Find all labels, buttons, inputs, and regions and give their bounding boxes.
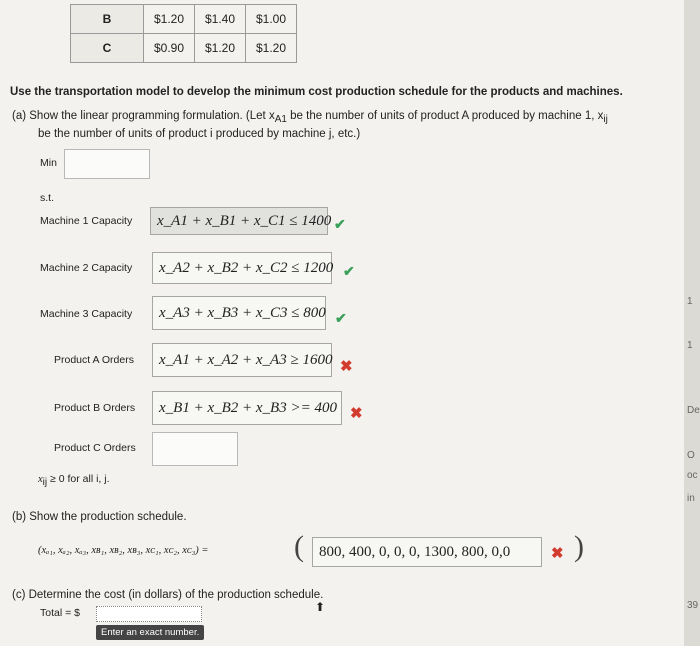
schedule-answer: 800, 400, 0, 0, 0, 1300, 800, 0,0 [319, 543, 511, 560]
min-label: Min [40, 157, 57, 169]
constraint-input[interactable] [152, 343, 332, 377]
schedule-input[interactable] [312, 537, 542, 567]
edge-fragment: oc [687, 470, 698, 481]
nonneg-var: x [38, 474, 43, 485]
nonnegativity-text [38, 473, 110, 488]
nonneg-rest: ≥ 0 for all i, j. [47, 473, 110, 485]
part-c-prompt: (c) Determine the cost (in dollars) of the production schedule. [12, 589, 324, 601]
constraint-label: Product C Orders [54, 442, 136, 454]
constraint-input[interactable] [152, 296, 326, 330]
constraint-expression: x_A3 + x_B3 + x_C3 ≤ 800 [159, 304, 326, 321]
edge-fragment: O [687, 450, 695, 461]
total-label: Total = $ [40, 607, 80, 619]
part-b-prompt: (b) Show the production schedule. [12, 511, 187, 523]
constraint-expression: x_A1 + x_A2 + x_A3 ≥ 1600 [159, 351, 333, 368]
subscript: ij [603, 114, 608, 125]
cost-cell: $1.20 [144, 5, 195, 34]
constraint-input[interactable] [150, 207, 332, 235]
constraint-input[interactable] [152, 391, 342, 425]
constraint-label: Product B Orders [54, 402, 136, 414]
cost-cell: $1.20 [246, 34, 297, 63]
part-a-prompt-line2: be the number of units of product i produced by machine j, etc.) [38, 128, 361, 140]
schedule-variables: (xₐ₁, xₐ₂, xₐ₃, xʙ₁, xʙ₂, xʙ₃, xᴄ₁, xᴄ₂, xᴄ₃) = [38, 545, 209, 556]
cost-cell: $1.20 [195, 34, 246, 63]
right-edge-strip [684, 0, 700, 646]
row-label: B [71, 5, 144, 34]
constraint-input[interactable] [152, 252, 332, 284]
intro-text: Use the transportation model to develop the minimum cost production schedule for the products and machines. [10, 86, 623, 98]
edge-fragment: 1 [687, 340, 693, 351]
subscript: ij [42, 477, 48, 488]
check-icon: ✔ [334, 216, 346, 232]
objective-input[interactable] [64, 149, 150, 179]
total-input[interactable] [96, 606, 202, 622]
cross-icon: ✖ [340, 358, 353, 375]
close-paren: ) [574, 530, 584, 563]
constraint-expression: x_A1 + x_B1 + x_C1 ≤ 1400 [157, 212, 332, 229]
edge-fragment: 39 [687, 600, 699, 611]
edge-fragment: De [687, 405, 700, 416]
cost-cell: $0.90 [144, 34, 195, 63]
cross-icon: ✖ [551, 545, 564, 562]
constraint-expression: x_B1 + x_B2 + x_B3 >= 400 [159, 399, 337, 416]
row-label: C [71, 34, 144, 63]
edge-fragment: in [687, 493, 695, 504]
cursor-icon: ⬆ [315, 600, 326, 614]
cross-icon: ✖ [350, 405, 363, 422]
cost-cell: $1.40 [195, 5, 246, 34]
constraint-label: Machine 3 Capacity [40, 308, 133, 320]
edge-fragment: 1 [687, 296, 693, 307]
st-label: s.t. [40, 192, 55, 204]
table-row [71, 5, 297, 34]
part-a-text: (a) Show the linear programming formulation. (Let x [12, 110, 275, 122]
table-row [71, 34, 297, 63]
constraint-label: Product A Orders [54, 354, 134, 366]
check-icon: ✔ [343, 263, 355, 279]
subscript: A1 [274, 114, 287, 125]
constraint-label: Machine 2 Capacity [40, 262, 133, 274]
cost-cell: $1.00 [246, 5, 297, 34]
part-a-text: be the number of units of product A produced by machine 1, x [286, 110, 604, 122]
open-paren: ( [294, 530, 304, 563]
check-icon: ✔ [335, 310, 347, 326]
part-a-prompt [12, 110, 608, 125]
input-tooltip: Enter an exact number. [96, 625, 204, 640]
constraint-input[interactable] [152, 432, 238, 466]
constraint-label: Machine 1 Capacity [40, 215, 133, 227]
cost-table [70, 4, 297, 63]
constraint-expression: x_A2 + x_B2 + x_C2 ≤ 1200 [159, 259, 334, 276]
